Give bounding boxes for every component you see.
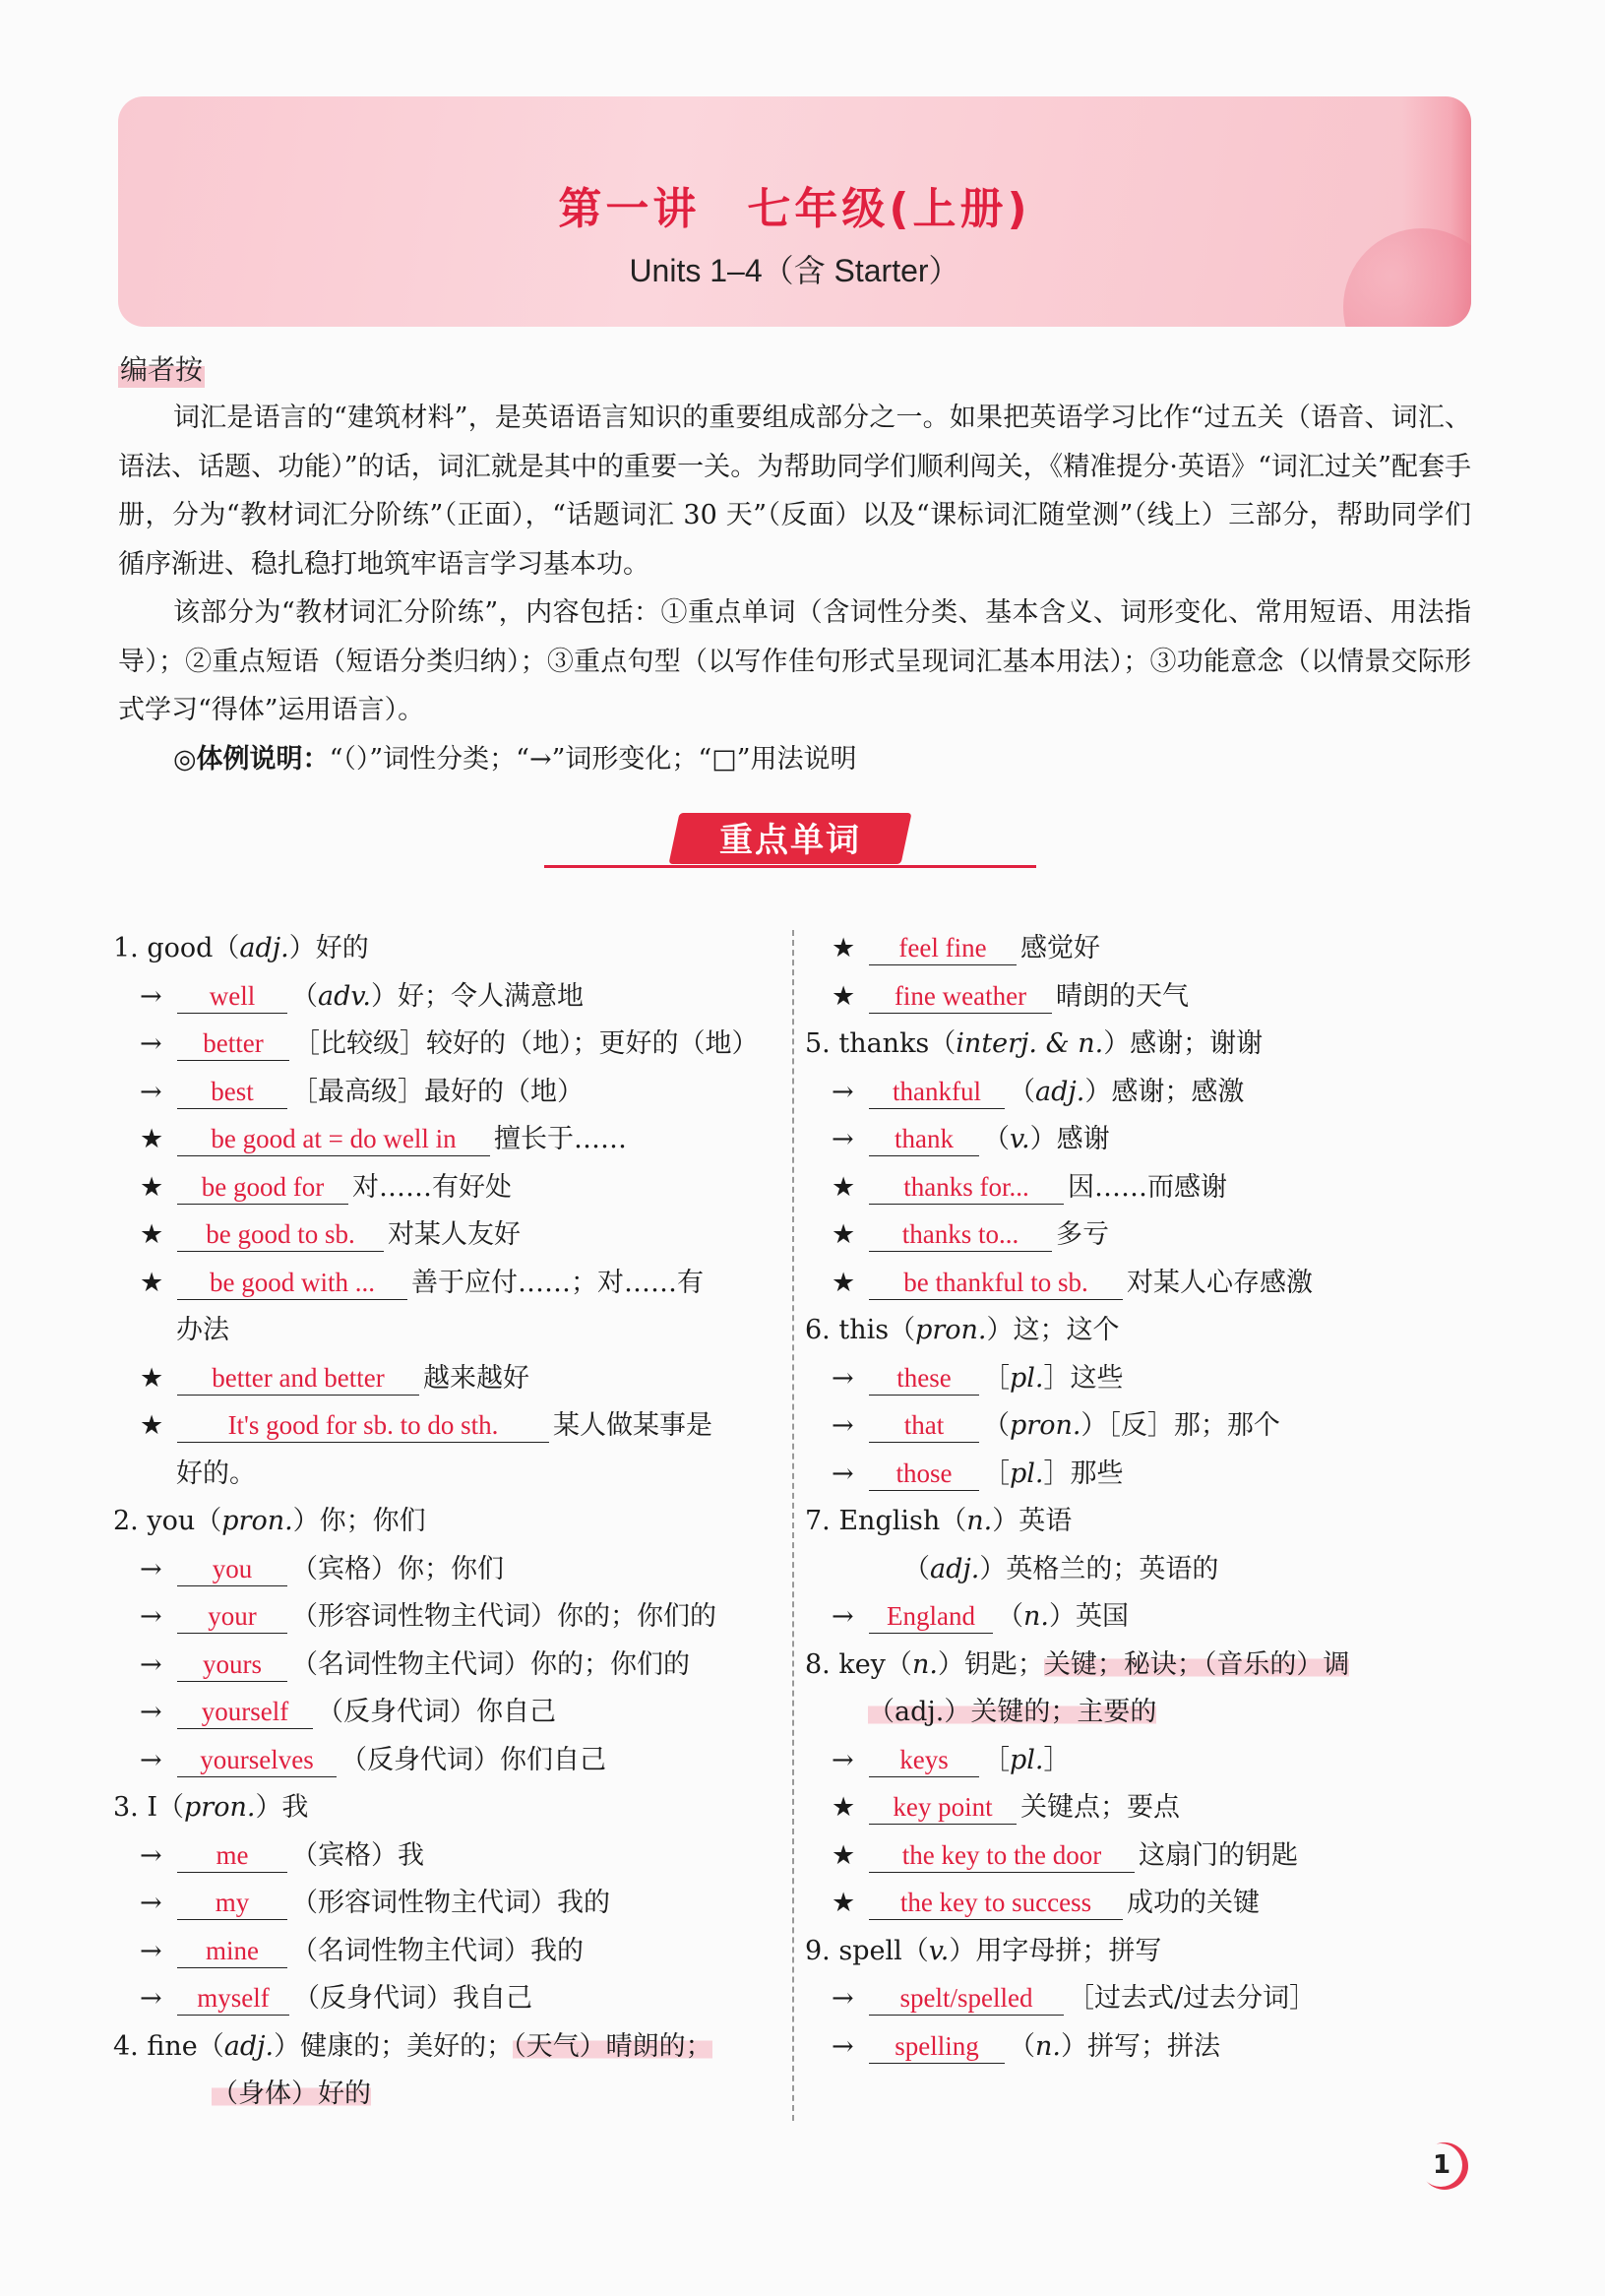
star-icon: ★ <box>140 1171 164 1203</box>
vocab-form-line <box>113 1642 777 1690</box>
answer-blank: spelt/spelled <box>869 1981 1064 2016</box>
star-icon: ★ <box>140 1219 164 1250</box>
form-meaning: ［ <box>983 1458 1010 1489</box>
star-icon: ★ <box>140 1124 164 1154</box>
arrow-icon: → <box>140 1983 162 2014</box>
answer-blank: thankful <box>869 1075 1005 1109</box>
answer-blank: be good for <box>177 1170 348 1205</box>
vocab-form-line <box>805 1593 1474 1642</box>
answer-blank: thanks to... <box>869 1217 1052 1252</box>
format-note-text: “（）”词性分类；“→”词形变化；“□”用法说明 <box>329 744 857 775</box>
vocab-form-line <box>113 1355 777 1403</box>
vocab-form-line <box>113 1402 777 1451</box>
vocab-entry-head <box>113 2023 777 2072</box>
answer-blank: be good to sb. <box>177 1217 384 1252</box>
answer-blank: yourself <box>177 1695 313 1729</box>
vocab-form-line <box>113 1069 777 1117</box>
form-meaning: 对……有好处 <box>352 1171 512 1203</box>
arrow-icon: → <box>140 1648 162 1680</box>
arrow-icon: → <box>832 1983 854 2014</box>
vocab-entry-head <box>805 1498 1474 1546</box>
star-icon: ★ <box>832 933 856 963</box>
form-meaning: 晴朗的天气 <box>1056 980 1189 1012</box>
answer-blank: well <box>177 979 287 1014</box>
entry-word: 2. you（ <box>113 1506 222 1536</box>
vocab-form-line <box>113 1880 777 1928</box>
answer-blank: yourselves <box>177 1743 337 1777</box>
part-of-speech: pron. <box>221 1506 293 1536</box>
answer-blank: It's good for sb. to do sth. <box>177 1408 549 1443</box>
answer-blank: mine <box>177 1934 287 1968</box>
part-of-speech: n. <box>911 1648 938 1680</box>
vocab-continuation <box>113 1307 777 1355</box>
right-column <box>805 925 1474 2071</box>
form-meaning: （名词性物主代词）你的；你们的 <box>291 1648 690 1680</box>
part-of-speech: n. <box>1023 1601 1049 1632</box>
answer-blank: yours <box>177 1647 287 1682</box>
form-meaning: （宾格）我 <box>291 1839 424 1871</box>
vocab-form-line <box>113 1593 777 1642</box>
continuation-text: 好的。 <box>176 1458 256 1489</box>
form-meaning: 因……而感谢 <box>1068 1171 1227 1203</box>
editor-note-label: 编者按 <box>118 348 205 388</box>
answer-blank: England <box>869 1599 993 1634</box>
form-meaning: （ <box>1009 1076 1035 1107</box>
arrow-icon: → <box>832 1458 854 1489</box>
vocab-form-line <box>113 1737 777 1785</box>
vocab-form-line <box>805 1116 1474 1164</box>
part-of-speech: v. <box>1010 1124 1030 1154</box>
form-meaning: ［最高级］最好的（地） <box>291 1076 584 1107</box>
form-meaning-cont: ）［反］那；那个 <box>1080 1410 1280 1441</box>
answer-blank: these <box>869 1361 979 1396</box>
entry-meaning: ）钥匙； <box>937 1648 1044 1680</box>
form-meaning: （ <box>983 1410 1010 1441</box>
vocab-form-line <box>113 1689 777 1737</box>
part-of-speech: pl. <box>1010 1744 1044 1775</box>
form-meaning: 多亏 <box>1056 1219 1109 1250</box>
entry-word: 1. good（ <box>113 933 240 963</box>
answer-blank: fine weather <box>869 979 1052 1014</box>
star-icon: ★ <box>832 1171 856 1203</box>
form-meaning: （形容词性物主代词）你的；你们的 <box>291 1601 716 1632</box>
part-of-speech: n. <box>966 1506 993 1536</box>
continuation-text: （ <box>903 1553 930 1584</box>
vocab-form-line <box>113 1260 777 1308</box>
vocab-entry-head <box>113 1784 777 1832</box>
form-meaning: 成功的关键 <box>1127 1888 1260 1918</box>
part-of-speech: adj. <box>930 1553 980 1584</box>
editor-note-paragraph-1: 词汇是语言的“建筑材料”，是英语语言知识的重要组成部分之一。如果把英语学习比作“过五关（语音、词汇、语法、话题、功能）”的话，词汇就是其中的重要一关。为帮助同学们顺利闯关，《精准提分·英语》“词汇过关”配套手册，分为“教材词汇分阶练”（正面），“话题词汇 30 天”（反面）以及“课标词汇随堂测”（线上）三部分，帮助同学们循序渐进、稳扎稳打地筑牢语言学习基本功。 <box>118 403 1471 580</box>
answer-blank: your <box>177 1599 287 1634</box>
answer-blank: you <box>177 1552 287 1586</box>
answer-blank: be good with ... <box>177 1266 407 1300</box>
answer-blank: those <box>869 1457 979 1491</box>
answer-blank: thank <box>869 1122 979 1156</box>
star-icon: ★ <box>832 1792 856 1823</box>
entry-meaning: ）好的 <box>288 933 369 963</box>
vocab-form-line <box>805 1211 1474 1260</box>
vocab-form-line <box>805 1832 1474 1881</box>
form-meaning: ［ <box>983 1362 1010 1394</box>
vocab-form-line <box>113 1164 777 1212</box>
arrow-icon: → <box>832 2030 854 2062</box>
vocab-form-line <box>113 1975 777 2023</box>
highlighted-meaning: （身体）好的 <box>212 2079 371 2109</box>
form-meaning: （ <box>291 980 318 1012</box>
form-meaning: 善于应付……；对……有 <box>411 1267 704 1298</box>
vocab-continuation <box>113 1451 777 1499</box>
entry-meaning: ）用字母拼；拼写 <box>949 1935 1162 1966</box>
vocab-form-line <box>113 973 777 1022</box>
arrow-icon: → <box>832 1744 854 1775</box>
format-note <box>173 737 857 776</box>
arrow-icon: → <box>140 1028 162 1059</box>
part-of-speech: adv. <box>318 980 372 1012</box>
vocab-form-line <box>805 1402 1474 1451</box>
answer-blank: better <box>177 1026 289 1061</box>
form-meaning-cont: ）拼写；拼法 <box>1060 2030 1220 2062</box>
answer-blank: be thankful to sb. <box>869 1266 1123 1300</box>
continuation-text: 办法 <box>176 1315 229 1345</box>
header-banner <box>118 96 1471 327</box>
vocab-form-line <box>805 1784 1474 1832</box>
vocab-entry-head <box>805 1307 1474 1355</box>
vocab-form-line <box>113 1832 777 1881</box>
form-meaning: ［过去式/过去分词］ <box>1068 1983 1317 2014</box>
entry-word: 3. I（ <box>113 1792 185 1823</box>
vocab-form-line <box>805 1355 1474 1403</box>
units-subtitle: Units 1–4（含 Starter） <box>629 253 960 288</box>
vocab-form-line <box>805 1880 1474 1928</box>
vocab-entry-head <box>805 1021 1474 1069</box>
arrow-icon: → <box>140 1839 162 1871</box>
answer-blank: spelling <box>869 2029 1005 2064</box>
form-meaning: 感觉好 <box>1020 933 1100 963</box>
vocab-form-line <box>113 1546 777 1594</box>
vocab-form-line <box>805 1975 1474 2023</box>
form-meaning-cont: ）好；令人满意地 <box>371 980 585 1012</box>
arrow-icon: → <box>140 1076 162 1107</box>
form-meaning: 对某人心存感激 <box>1127 1267 1313 1298</box>
form-meaning: （反身代词）你自己 <box>317 1697 556 1727</box>
answer-blank: me <box>177 1838 287 1873</box>
vocab-form-line <box>805 1260 1474 1308</box>
answer-blank: myself <box>177 1981 289 2016</box>
entry-meaning: ）健康的；美好的； <box>274 2030 514 2062</box>
vocab-entry-head <box>805 1642 1474 1690</box>
highlighted-meaning: 关键；秘诀；（音乐的）调 <box>1043 1648 1350 1680</box>
page-number: 1 <box>1432 2150 1451 2180</box>
vocab-form-line <box>805 1737 1474 1785</box>
part-of-speech: pron. <box>1010 1410 1081 1441</box>
continuation-text: ）英格兰的；英语的 <box>979 1553 1219 1584</box>
form-meaning: （ <box>1009 2030 1035 2062</box>
form-meaning-cont: ）英国 <box>1048 1601 1129 1632</box>
answer-blank: be good at = do well in <box>177 1122 490 1156</box>
answer-blank: my <box>177 1886 287 1920</box>
entry-word: 6. this（ <box>805 1315 916 1345</box>
form-meaning: 擅长于…… <box>494 1124 627 1154</box>
vocab-continuation <box>805 1546 1474 1594</box>
entry-word: 4. fine（ <box>113 2030 224 2062</box>
entry-meaning: ）这；这个 <box>986 1315 1120 1345</box>
column-divider <box>792 930 794 2121</box>
vocab-form-line <box>805 1069 1474 1117</box>
arrow-icon: → <box>832 1124 854 1154</box>
part-of-speech: v. <box>928 1935 950 1966</box>
editor-note-paragraph-2: 该部分为“教材词汇分阶练”，内容包括：①重点单词（含词性分类、基本含义、词形变化、常用短语、用法指导）；②重点短语（短语分类归纳）；③重点句型（以写作佳句形式呈现词汇基本用法）；③功能意念（以情景交际形式学习“得体”运用语言）。 <box>118 597 1471 725</box>
vocab-form-line <box>805 1451 1474 1499</box>
lecture-title: 第一讲 七年级(上册) <box>558 184 1031 234</box>
entry-word: 9. spell（ <box>805 1935 929 1966</box>
part-of-speech: adj. <box>1035 1076 1085 1107</box>
vocab-form-line <box>113 1928 777 1976</box>
form-meaning: 关键点；要点 <box>1020 1792 1180 1823</box>
answer-blank: better and better <box>177 1361 419 1396</box>
part-of-speech: pron. <box>915 1315 987 1345</box>
vocab-form-line <box>805 925 1474 973</box>
part-of-speech: interj. & n. <box>956 1028 1104 1059</box>
arrow-icon: → <box>832 1601 854 1632</box>
part-of-speech: pl. <box>1010 1362 1044 1394</box>
form-meaning-cont: ］这些 <box>1043 1362 1124 1394</box>
form-meaning: （名词性物主代词）我的 <box>291 1935 584 1966</box>
form-meaning-cont: ）感谢；感激 <box>1084 1076 1245 1107</box>
star-icon: ★ <box>832 980 856 1012</box>
star-icon: ★ <box>140 1362 164 1394</box>
answer-blank: key point <box>869 1790 1017 1825</box>
arrow-icon: → <box>832 1076 854 1107</box>
vocab-entry-head <box>113 1498 777 1546</box>
arrow-icon: → <box>140 1697 162 1727</box>
star-icon: ★ <box>832 1888 856 1918</box>
arrow-icon: → <box>140 1601 162 1632</box>
form-meaning: （ <box>997 1601 1023 1632</box>
form-meaning: （反身代词）你们自己 <box>340 1744 606 1775</box>
answer-blank: feel fine <box>869 931 1017 965</box>
vocab-continuation <box>113 2071 777 2119</box>
form-meaning-cont: ）感谢 <box>1029 1124 1110 1154</box>
arrow-icon: → <box>140 1888 162 1918</box>
star-icon: ★ <box>140 1267 164 1298</box>
vocab-form-line <box>113 1211 777 1260</box>
entry-meaning: ）英语 <box>992 1506 1073 1536</box>
form-meaning: （宾格）你；你们 <box>291 1553 504 1584</box>
arrow-icon: → <box>832 1362 854 1394</box>
highlighted-meaning: （天气）晴朗的； <box>513 2030 712 2062</box>
vocab-form-line <box>113 1021 777 1069</box>
vocab-form-line <box>805 2023 1474 2072</box>
entry-word: 7. English（ <box>805 1506 967 1536</box>
form-meaning: （反身代词）我自己 <box>293 1983 532 2014</box>
form-meaning: （形容词性物主代词）我的 <box>291 1888 610 1918</box>
star-icon: ★ <box>832 1839 856 1871</box>
highlighted-meaning: （adj.）关键的；主要的 <box>868 1697 1157 1727</box>
entry-meaning: ）你；你们 <box>292 1506 426 1536</box>
entry-word: 5. thanks（ <box>805 1028 957 1059</box>
form-meaning: ［比较级］较好的（地）；更好的（地） <box>293 1028 759 1059</box>
answer-blank: that <box>869 1408 979 1443</box>
left-column <box>113 925 777 2119</box>
arrow-icon: → <box>140 980 162 1012</box>
form-meaning: 越来越好 <box>423 1362 529 1394</box>
form-meaning: （ <box>983 1124 1010 1154</box>
section-title: 重点单词 <box>719 821 861 860</box>
part-of-speech: pron. <box>184 1792 256 1823</box>
part-of-speech: adj. <box>223 2030 275 2062</box>
form-meaning: 某人做某事是 <box>553 1410 712 1441</box>
vocab-form-line <box>113 1116 777 1164</box>
vocab-form-line <box>805 973 1474 1022</box>
arrow-icon: → <box>140 1553 162 1584</box>
vocab-form-line <box>805 1164 1474 1212</box>
entry-meaning: ）我 <box>255 1792 309 1823</box>
vocab-entry-head <box>805 1928 1474 1976</box>
star-icon: ★ <box>832 1267 856 1298</box>
answer-blank: thanks for... <box>869 1170 1064 1205</box>
answer-blank: the key to success <box>869 1886 1123 1920</box>
section-header <box>544 813 1036 874</box>
arrow-icon: → <box>832 1410 854 1441</box>
entry-word: 8. key（ <box>805 1648 912 1680</box>
page-number-badge <box>1421 2142 1468 2190</box>
format-note-label: ◎体例说明： <box>173 744 330 775</box>
answer-blank: best <box>177 1075 287 1109</box>
answer-blank: keys <box>869 1743 979 1777</box>
entry-meaning: ）感谢；谢谢 <box>1103 1028 1264 1059</box>
form-meaning: 对某人友好 <box>388 1219 521 1250</box>
vocab-continuation <box>805 1689 1474 1737</box>
part-of-speech: n. <box>1035 2030 1061 2062</box>
answer-blank: the key to the door <box>869 1838 1135 1873</box>
arrow-icon: → <box>140 1744 162 1775</box>
part-of-speech: pl. <box>1010 1458 1044 1489</box>
form-meaning: 这扇门的钥匙 <box>1139 1839 1298 1871</box>
form-meaning-cont: ］ <box>1043 1744 1071 1775</box>
form-meaning-cont: ］那些 <box>1043 1458 1124 1489</box>
vocab-entry-head <box>113 925 777 973</box>
form-meaning: ［ <box>983 1744 1010 1775</box>
arrow-icon: → <box>140 1935 162 1966</box>
star-icon: ★ <box>140 1410 164 1441</box>
star-icon: ★ <box>832 1219 856 1250</box>
part-of-speech: adj. <box>239 933 289 963</box>
